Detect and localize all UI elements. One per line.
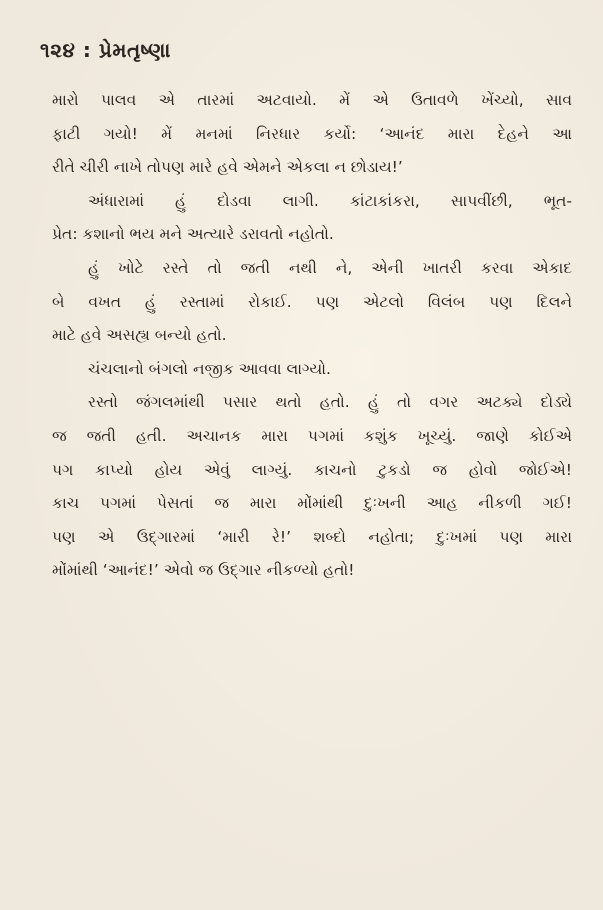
text-line: પ્રેત: કશાનો ભય મને અત્યારે ડરાવતો નહોતો. <box>52 225 334 244</box>
text-line: જ જતી હતી. અચાનક મારા પગમાં કશુંક ખૂચ્યું. જાણે કોઈએ <box>52 426 572 445</box>
text-line: કાચ પગમાં પેસતાં જ મારા મોંમાંથી દુઃખની આહ નીકળી ગઈ! <box>52 494 572 513</box>
text-line: રસ્તો જંગલમાંથી પસાર થતો હતો. હું તો વગર અટક્યે દોડ્યે <box>88 393 572 412</box>
running-head: ૧૨૪ : પ્રેમતૃષ્ણા <box>40 38 171 62</box>
text-line: ચંચલાનો બંગલો નજીક આવવા લાગ્યો. <box>88 359 331 378</box>
text-line: અંધારામાં હું દોડવા લાગી. કાંટાકાંકરા, સાપવીંછી, ભૂત- <box>88 191 572 210</box>
text-line: પગ કાપ્યો હોય એવું લાગ્યું. કાચનો ટુકડો જ હોવો જોઈએ! <box>52 460 572 479</box>
text-line: હું ખોટે રસ્તે તો જતી નથી ને, એની ખાતરી કરવા એકાદ <box>88 258 572 277</box>
text-line: ફાટી ગયો! મેં મનમાં નિરધાર કર્યો: ‘આનંદ મારા દેહને આ <box>52 124 572 143</box>
body-text <box>52 84 572 588</box>
text-line: બે વખત હું રસ્તામાં રોકાઈ. પણ એટલો વિલંબ પણ દિલને <box>52 292 572 311</box>
text-line: રીતે ચીરી નાખે તોપણ મારે હવે એમને એકલા ન છોડાય!’ <box>52 158 403 177</box>
text-line: મારો પાલવ એ તારમાં અટવાયો. મેં એ ઉતાવળે ખેંચ્યો, સાવ <box>52 91 572 109</box>
text-line: મોંમાંથી ‘આનંદ!’ એવો જ ઉદ્ગાર નીકળ્યો હતો! <box>52 561 355 580</box>
text-line: માટે હવે અસહ્ય બન્યો હતો. <box>52 326 227 345</box>
text-line: પણ એ ઉદ્ગારમાં ‘મારી રે!’ શબ્દો નહોતા; દુઃખમાં પણ મારા <box>52 527 572 546</box>
